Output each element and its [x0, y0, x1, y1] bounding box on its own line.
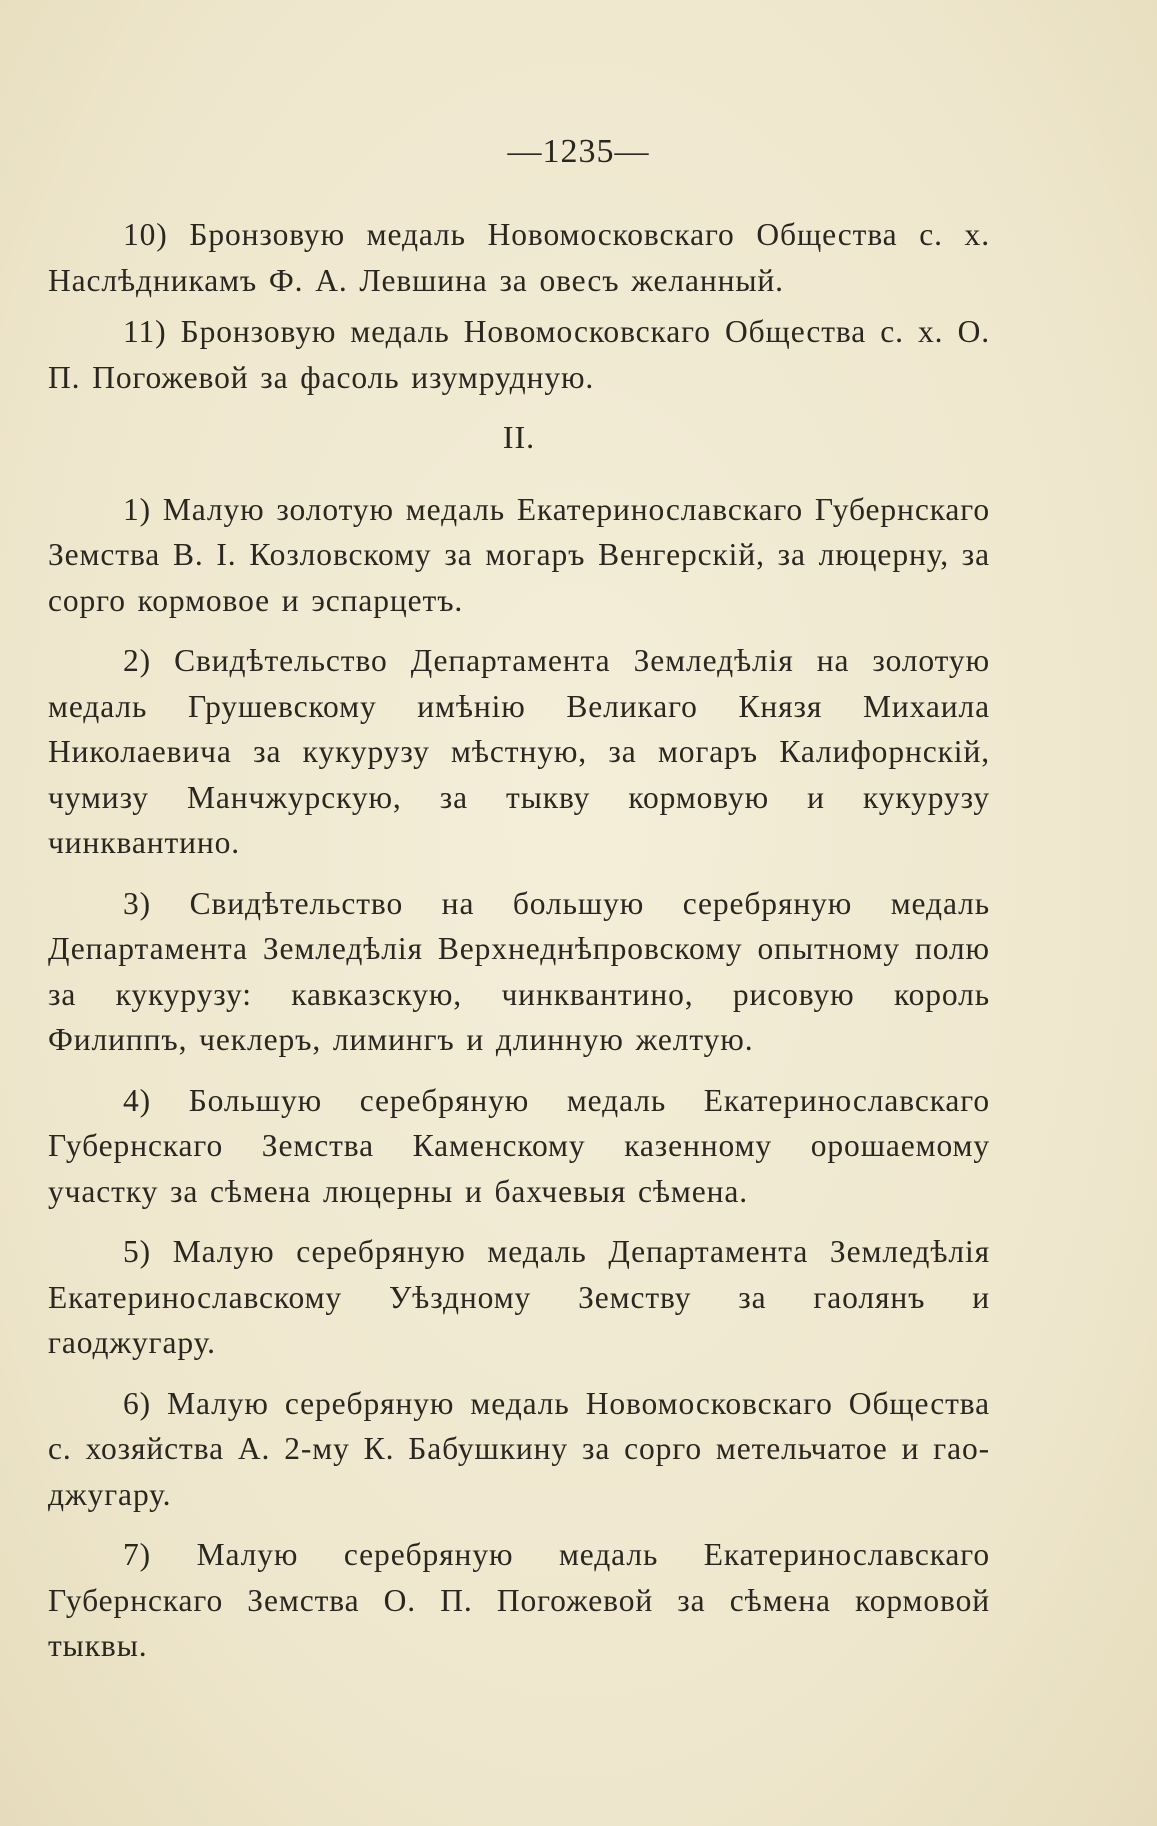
document-body [48, 212, 990, 1669]
section-heading: II. [502, 419, 536, 455]
paragraph-award-11: 11) Бронзовую медаль Новомосковскаго Общества с. х. О. П. Погожевой за фасоль изумрудную. [48, 314, 990, 395]
paragraph-award-4: 4) Большую серебряную медаль Екатеринославскаго Губернскаго Земства Каменскому казенному орошаемому участку за сѣмена люцерны и бахчевыя сѣмена. [48, 1082, 990, 1209]
paragraph-award-6: 6) Малую серебряную медаль Новомосковскаго Общества с. хозяйства А. 2-му К. Бабушкину за сорго метельчатое и гао-джугару. [48, 1385, 990, 1512]
paragraph-award-5: 5) Малую серебряную медаль Департамента Земледѣлія Екатеринославскому Уѣздному Земству за гаолянъ и гаоджугару. [48, 1234, 990, 1360]
page-number: —1235— [507, 133, 650, 170]
paragraph-award-2: 2) Свидѣтельство Департамента Земледѣлія на золотую медаль Грушевскому имѣнію Великаго Князя Михаила Николаевича за кукурузу мѣстную, за могаръ Калифорнскій, чумизу Манчжурскую, за тыкву кормовую и кукурузу чинквантино. [48, 643, 990, 860]
paragraph-award-3: 3) Свидѣтельство на большую серебряную медаль Департамента Земледѣлія Верхнеднѣпровскому опытному полю за кукурузу: кавказскую, чинквантино, рисовую король Филиппъ, чеклеръ, лимингъ и длинную желтую. [48, 885, 990, 1057]
paragraph-award-10: 10) Бронзовую медаль Новомосковскаго Общества с. х. Наслѣдникамъ Ф. А. Левшина за овесъ желанный. [48, 217, 990, 298]
paragraph-award-1: 1) Малую золотую медаль Екатеринославскаго Губернскаго Земства В. І. Козловскому за могаръ Венгерскій, за люцерну, за сорго кормовое и эспарцетъ. [48, 491, 990, 618]
paragraph-award-7: 7) Малую серебряную медаль Екатеринославскаго Губернскаго Земства О. П. Погожевой за сѣмена кормовой тыквы. [48, 1537, 990, 1663]
